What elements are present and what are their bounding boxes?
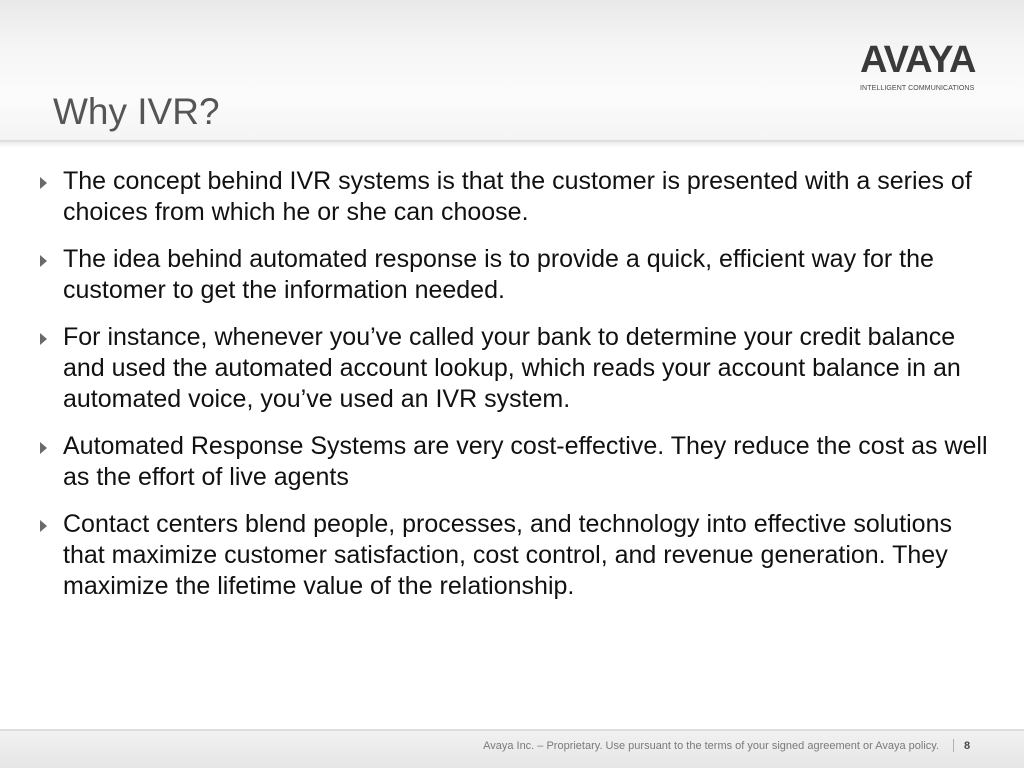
footer-separator [953,739,954,752]
bullet-arrow-icon [40,520,47,532]
bullet-arrow-icon [40,177,47,189]
logo-wordmark: AVAYA [860,39,976,81]
bullet-text: The idea behind automated response is to provide a quick, efficient way for the customer to get the information needed. [63,245,934,304]
footer-notice: Avaya Inc. – Proprietary. Use pursuant to the terms of your signed agreement or Avaya policy. [483,740,939,752]
bullet-item [40,509,990,602]
bullet-item [40,431,990,493]
bullet-arrow-icon [40,333,47,345]
page-number: 8 [964,740,971,752]
bullet-text: For instance, whenever you’ve called your bank to determine your credit balance and used the automated account lookup, which reads your account balance in an automated voice, you’ve used an IVR system. [63,323,961,413]
bullet-text: Automated Response Systems are very cost-effective. They reduce the cost as well as the effort of live agents [63,432,988,491]
bullet-text: Contact centers blend people, processes, and technology into effective solutions that maximize customer satisfaction, cost control, and revenue generation. They maximize the lifetime value of the relationship. [63,510,952,600]
bullet-list [40,166,990,618]
bullet-item [40,166,990,228]
bullet-arrow-icon [40,255,47,267]
bullet-item [40,322,990,415]
avaya-logo [860,40,976,93]
bullet-text: The concept behind IVR systems is that the customer is presented with a series of choices from which he or she can choose. [63,167,972,226]
bullet-arrow-icon [40,442,47,454]
header-divider-shadow [0,140,1024,148]
bullet-item [40,244,990,306]
slide-title: Why IVR? [53,91,220,132]
logo-tagline: INTELLIGENT COMMUNICATIONS [860,85,975,92]
